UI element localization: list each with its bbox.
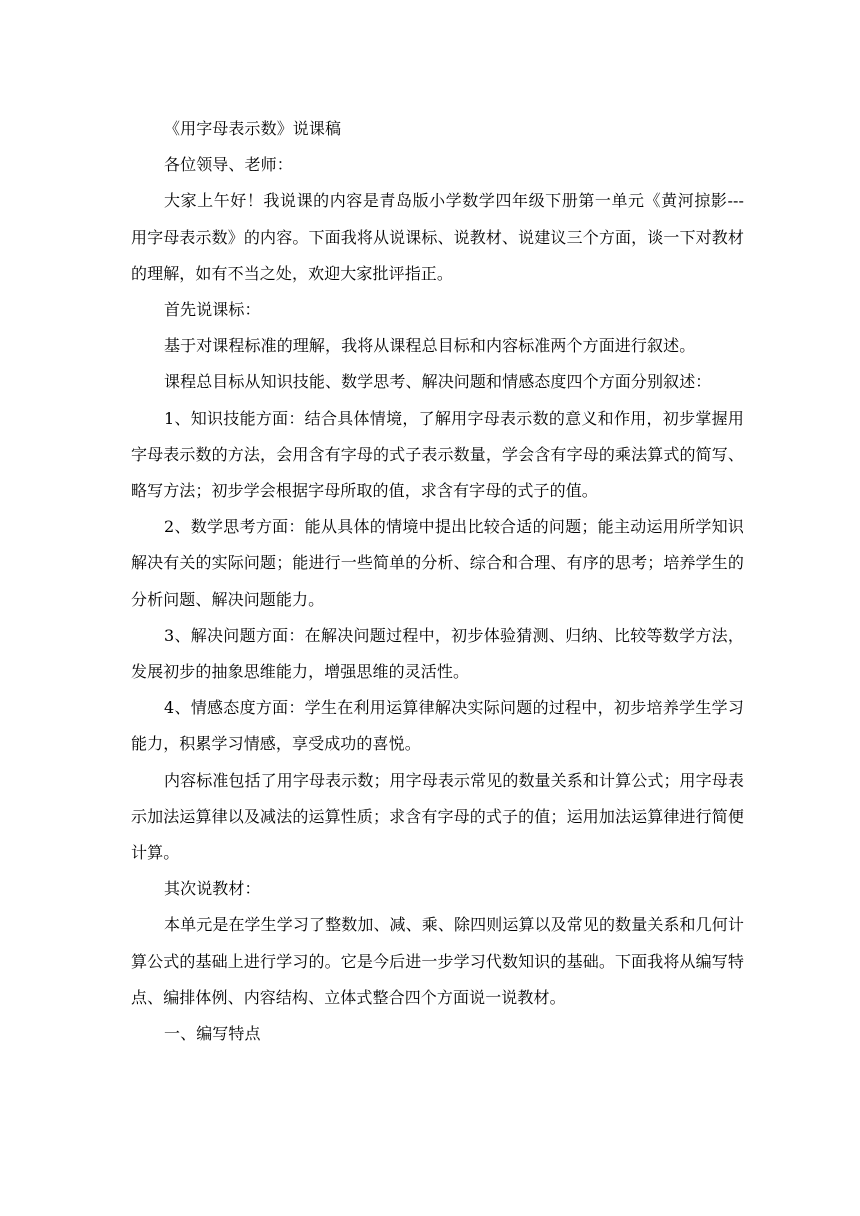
- salutation: 各位领导、老师：: [164, 155, 293, 175]
- document-title: 《用字母表示数》说课稿: [164, 119, 342, 138]
- content-standard-paragraph: 内容标准包括了用字母表示数；用字母表示常见的数量关系和计算公式；用字母表示加法运算律以及减法的运算性质；求含有字母的式子的值；运用加法运算律进行简便计算。: [131, 770, 744, 863]
- goal-item-problem-solving: 3、解决问题方面：在解决问题过程中，初步体验猜测、归纳、比较等数学方法，发展初步的抽象思维能力，增强思维的灵活性。: [131, 625, 744, 682]
- curriculum-paragraph: 基于对课程标准的理解，我将从课程总目标和内容标准两个方面进行叙述。: [164, 336, 696, 356]
- subsection-heading-features: 一、编写特点: [164, 1024, 261, 1044]
- goal-item-attitude: 4、情感态度方面：学生在利用运算律解决实际问题的过程中，初步培养学生学习能力，积累学习情感，享受成功的喜悦。: [131, 698, 744, 754]
- intro-paragraph: 大家上午好！我说课的内容是青岛版小学数学四年级下册第一单元《黄河掠影---用字母表示数》的内容。下面我将从说课标、说教材、说建议三个方面，谈一下对教材的理解，如有不当之处，欢迎大家批评指正。: [131, 191, 744, 283]
- textbook-paragraph: 本单元是在学生学习了整数加、减、乘、除四则运算以及常见的数量关系和几何计算公式的基础上进行学习的。它是今后进一步学习代数知识的基础。下面我将从编写特点、编排体例、内容结构、立体式整合四个方面说一说教材。: [131, 915, 744, 1007]
- section-heading-textbook: 其次说教材：: [164, 879, 261, 899]
- document-body: [131, 111, 744, 1052]
- section-heading-curriculum: 首先说课标：: [164, 300, 261, 320]
- goal-item-knowledge: 1、知识技能方面：结合具体情境，了解用字母表示数的意义和作用，初步掌握用字母表示数的方法，会用含有字母的式子表示数量，学会含有字母的乘法算式的简写、略写方法；初步学会根据字母所取的值，求含有字母的式子的值。: [131, 408, 744, 501]
- goals-paragraph: 课程总目标从知识技能、数学思考、解决问题和情感态度四个方面分别叙述：: [164, 372, 712, 392]
- goal-item-thinking: 2、数学思考方面：能从具体的情境中提出比较合适的问题；能主动运用所学知识解决有关的实际问题；能进行一些简单的分析、综合和合理、有序的思考；培养学生的分析问题、解决问题能力。: [131, 517, 744, 609]
